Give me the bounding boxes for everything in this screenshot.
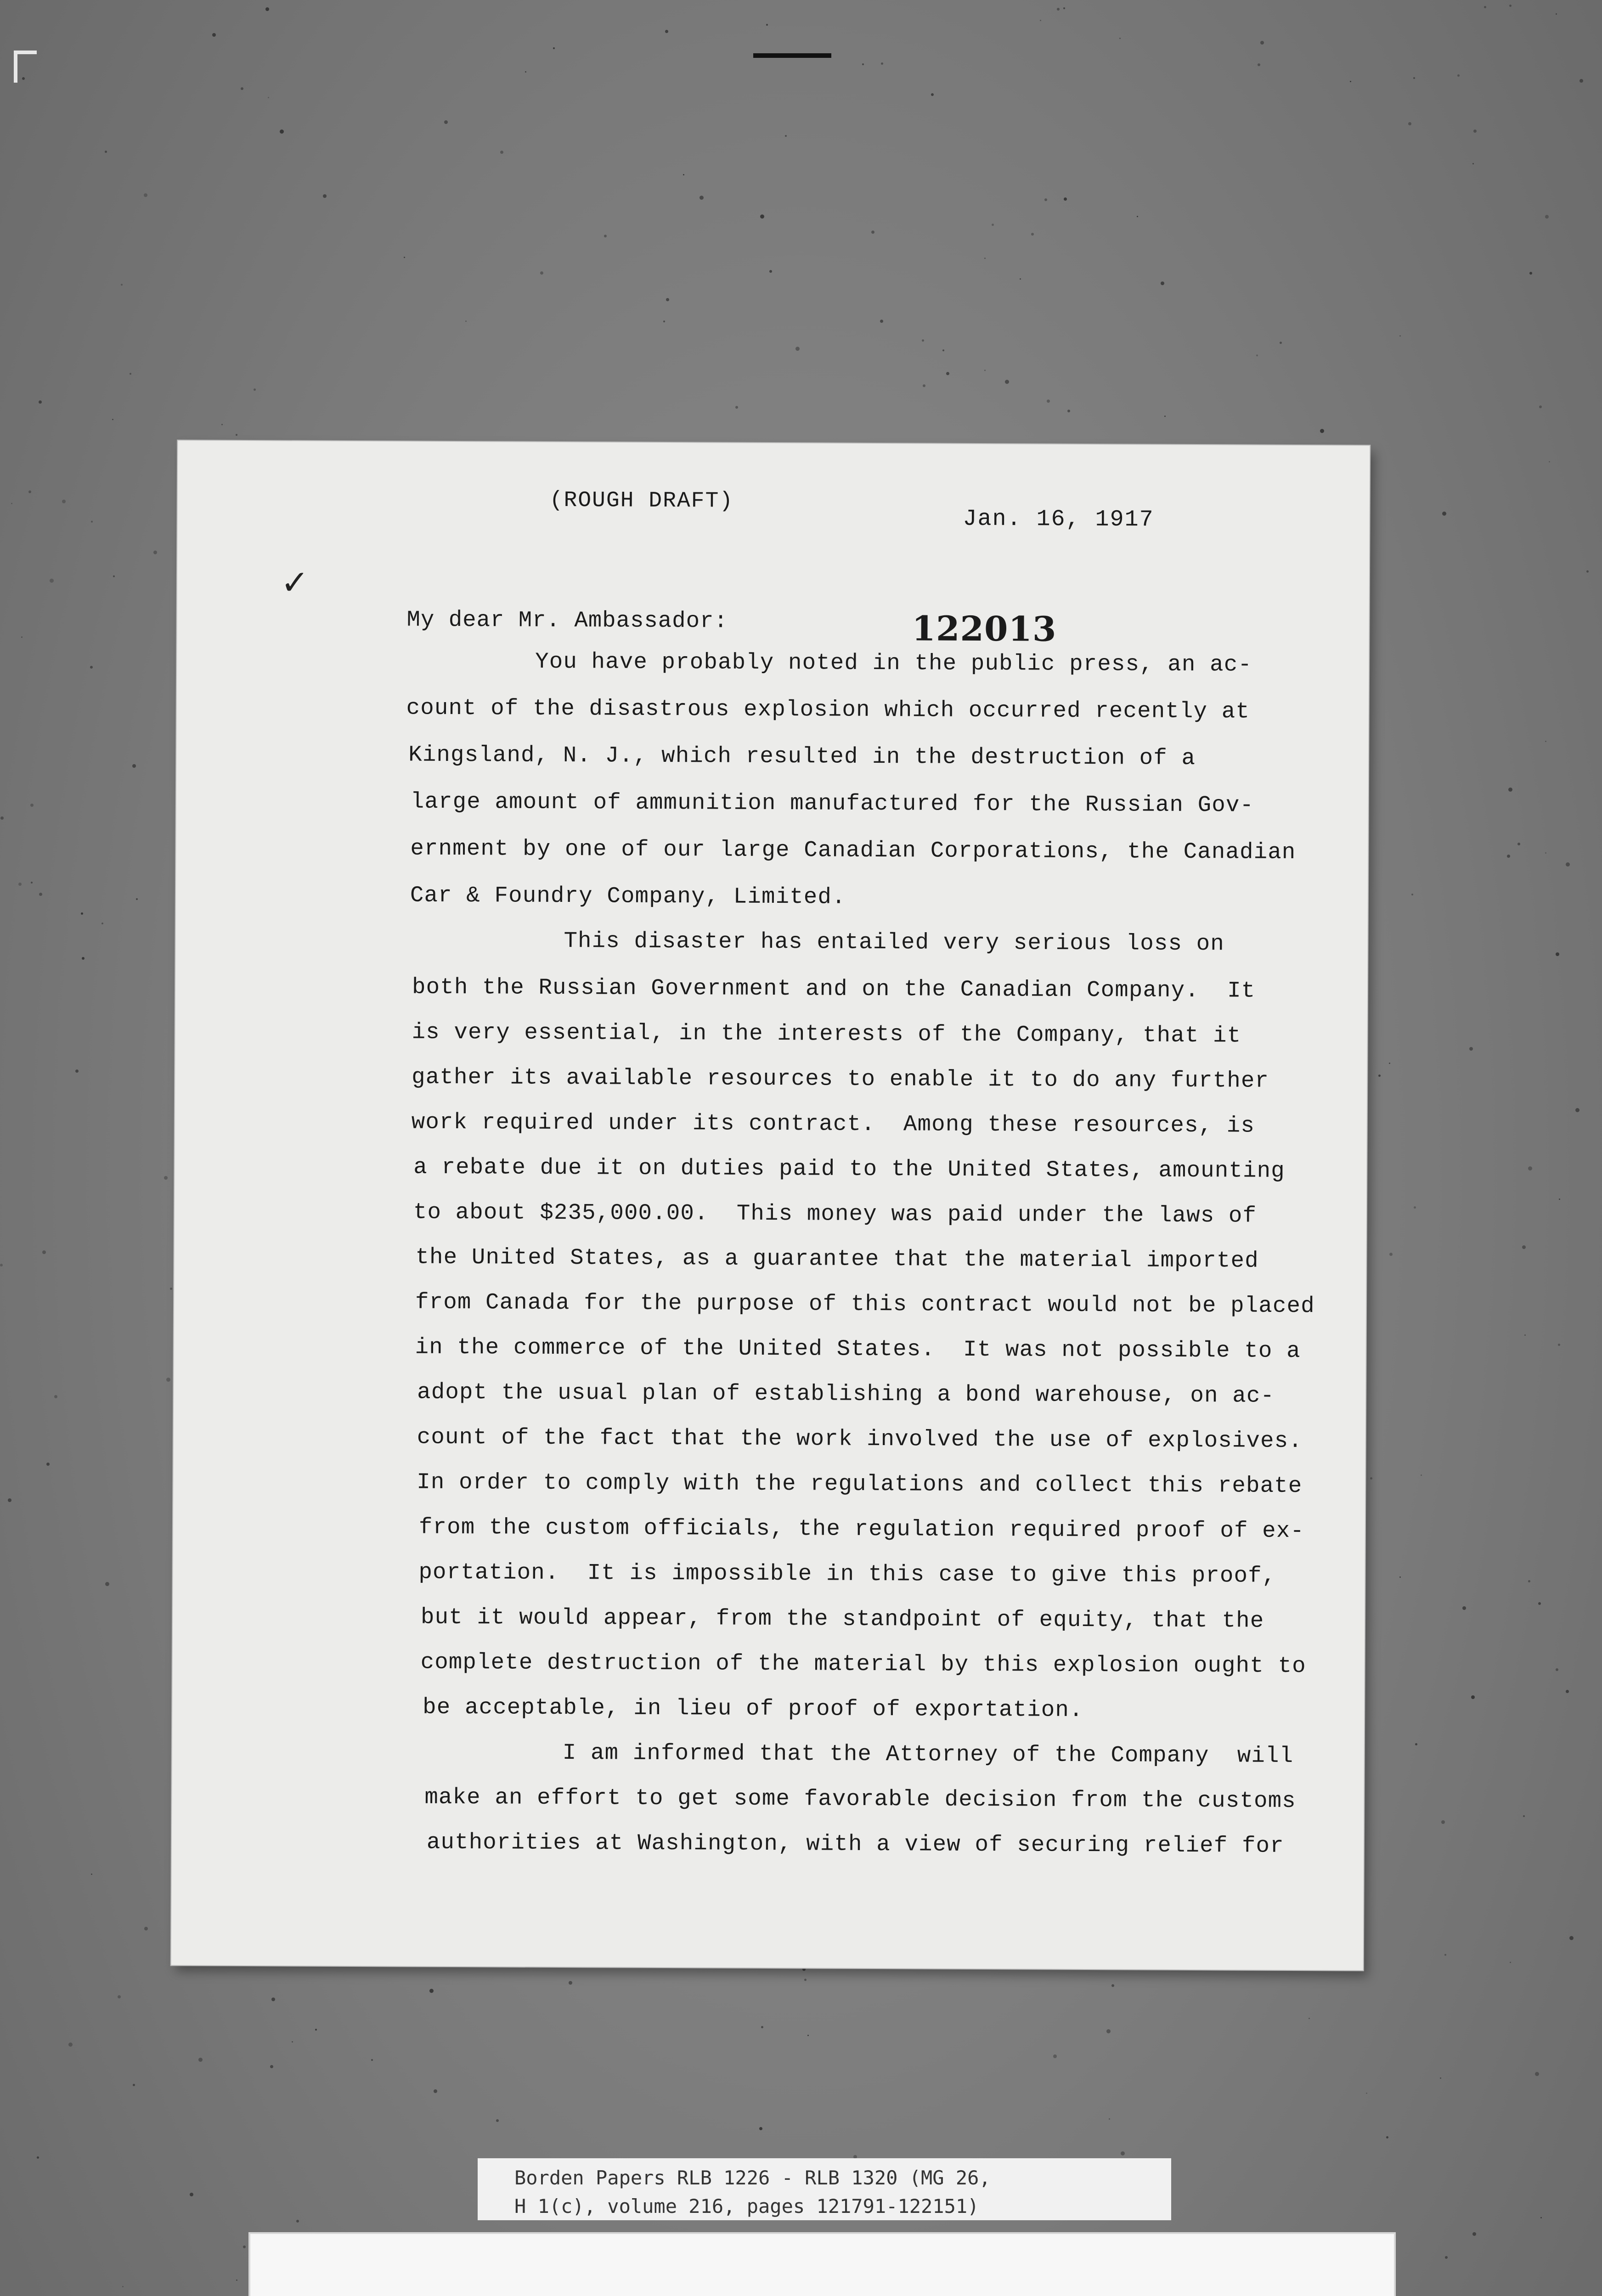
check-mark-icon: ✓ [282,563,306,607]
film-speck [1121,2151,1125,2155]
film-speck [292,2041,293,2043]
film-speck [1386,2136,1388,2138]
film-speck [1258,63,1260,66]
film-speck [1535,2072,1539,2076]
film-speck [1031,233,1034,236]
body-line: This disaster has entailed very serious loss on [564,928,1225,957]
archive-reference-line: H 1(c), volume 216, pages 121791-122151) [514,2195,979,2217]
film-speck [323,194,327,198]
film-speck [31,882,33,884]
body-line: a rebate due it on duties paid to the United States, amounting [413,1154,1285,1184]
film-speck [133,2084,135,2086]
film-speck [90,666,93,669]
film-speck [42,1250,46,1254]
film-speck [39,400,42,404]
film-speck [795,347,800,351]
film-speck [236,2279,237,2281]
body-line: Car & Foundry Company, Limited. [410,882,846,910]
film-speck [132,764,136,768]
body-line: the United States, as a guarantee that the material imported [415,1244,1259,1274]
film-speck [144,1927,148,1930]
film-speck [1522,1245,1526,1249]
film-speck [1566,1690,1569,1693]
film-speck [82,957,85,960]
body-line: ernment by one of our large Canadian Corporations, the Canadian [410,835,1296,865]
film-speck [1044,198,1047,201]
film-speck [1575,1108,1579,1112]
body-line: be acceptable, in lieu of proof of exportation. [423,1694,1083,1723]
film-speck [1539,405,1542,408]
film-speck [121,284,123,286]
film-speck [1529,272,1532,275]
film-speck [102,923,103,924]
film-speck [1047,400,1050,403]
film-speck [241,87,243,90]
film-speck [881,62,883,65]
film-speck [1471,1695,1475,1699]
body-line: both the Russian Government and on the Canadian Company. It [412,974,1256,1004]
body-line: In order to comply with the regulations and collect this rebate [417,1469,1303,1499]
film-speck [931,93,934,96]
film-speck [1280,342,1282,344]
film-speck [665,30,668,33]
film-speck [735,406,738,409]
film-speck [759,2127,762,2130]
letter-page [171,440,1370,1970]
film-speck [604,235,607,237]
film-speck [190,2193,193,2196]
film-speck [254,388,256,391]
film-speck [1366,2093,1367,2094]
body-line: count of the disastrous explosion which occurred recently at [406,695,1250,725]
film-speck [1472,2232,1476,2236]
body-line: adopt the usual plan of establishing a bond warehouse, on ac- [417,1379,1275,1409]
film-speck [1484,6,1486,8]
film-speck [1256,355,1258,356]
film-speck [1109,2118,1110,2120]
film-speck [1370,1477,1372,1480]
film-speck [553,47,555,49]
film-speck [1517,843,1520,845]
film-speck [1164,416,1166,417]
film-speck [663,321,665,322]
film-speck [221,424,223,425]
body-line: in the commerce of the United States. It was not possible to a [415,1334,1301,1364]
film-speck [569,1981,572,1985]
film-speck [236,434,237,436]
film-speck [1399,1576,1401,1578]
film-speck [1161,281,1164,285]
film-speck [18,883,22,886]
film-speck [271,1998,275,2001]
film-speck [1137,216,1138,217]
film-speck [1119,38,1121,39]
film-speck [1586,570,1589,573]
archive-reference-line: Borden Papers RLB 1226 - RLB 1320 (MG 26, [514,2167,991,2189]
film-speck [525,71,526,73]
body-line: gather its available resources to enable it to do any further [412,1064,1269,1094]
film-speck [434,2089,437,2093]
film-speck [942,349,944,351]
film-speck [760,214,764,219]
film-speck [11,503,12,504]
film-speck [243,2245,246,2248]
film-speck [1444,1954,1446,1956]
body-line: but it would appear, from the standpoint of equity, that the [420,1604,1264,1634]
film-speck [21,636,23,638]
film-speck [371,2059,373,2061]
corner-mark [14,51,37,54]
film-speck [1421,1474,1422,1476]
film-speck [1414,1206,1416,1209]
film-speck [30,804,34,807]
film-speck [1408,122,1411,125]
film-speck [1063,7,1065,9]
body-line: portation. It is impossible in this case to give this proof, [418,1559,1276,1589]
film-speck [1545,215,1549,219]
film-speck [1472,163,1474,164]
film-speck [1545,741,1546,742]
film-speck [785,135,787,137]
film-speck [166,1378,170,1382]
film-speck [105,1582,109,1586]
film-speck [8,1498,11,1502]
film-speck [1556,13,1557,15]
film-speck [280,129,284,134]
film-speck [1106,2029,1111,2033]
film-speck [802,1968,806,1971]
film-speck [112,419,113,420]
body-line: count of the fact that the work involved the use of explosives. [417,1424,1303,1454]
film-speck [136,898,138,900]
film-speck [1510,1962,1511,1963]
film-speck [1020,278,1021,280]
film-speck [1053,2054,1057,2058]
film-speck [68,2043,73,2047]
film-speck [144,193,147,197]
film-speck [1473,129,1477,133]
film-speck [922,339,924,342]
film-speck [315,2029,317,2031]
film-speck [50,579,54,583]
film-speck [1415,1743,1417,1745]
film-speck [761,2026,763,2028]
film-speck [444,120,448,124]
film-speck [699,196,704,200]
film-speck [1389,1253,1393,1256]
film-speck [1469,1047,1473,1051]
body-line: You have probably noted in the public press, an ac- [535,648,1252,678]
film-speck [105,151,107,153]
film-speck [1579,79,1583,83]
film-speck [81,912,83,915]
letter-body [171,440,1370,1970]
corner-mark [14,51,17,83]
film-speck [265,7,269,11]
film-speck [28,490,31,493]
film-speck [1569,1936,1574,1940]
film-speck [871,231,874,234]
body-line: large amount of ammunition manufactured for the Russian Gov- [410,788,1254,818]
film-speck [1260,41,1264,45]
body-line: complete destruction of the material by this explosion ought to [420,1649,1306,1679]
film-speck [91,1874,92,1875]
film-speck [1067,410,1070,412]
body-line: authorities at Washington, with a view of securing relief for [426,1829,1284,1859]
film-speck [1309,2018,1310,2019]
film-speck [862,63,864,65]
film-speck [1064,197,1067,201]
film-speck [1440,2077,1441,2079]
film-speck [122,2286,124,2287]
film-speck [170,1288,172,1290]
public-archives-stamp [250,2234,1394,2296]
film-speck [91,521,93,523]
body-line: work required under its contract. Among these resources, is [411,1109,1255,1139]
film-speck [404,257,405,258]
film-speck [666,298,669,301]
body-line: make an effort to get some favorable decision from the customs [424,1784,1296,1814]
film-speck [1556,1668,1558,1671]
film-speck [992,224,994,226]
film-speck [113,575,115,577]
film-speck [1509,5,1512,7]
body-line: I am informed that the Attorney of the Company will [562,1740,1294,1769]
film-speck [984,258,986,259]
film-speck [1524,1334,1526,1336]
film-speck [75,1069,79,1073]
body-line: is very essential, in the interests of the Company, that it [412,1019,1241,1049]
film-speck [769,270,772,273]
film-speck [465,321,467,322]
film-speck [804,1979,807,1981]
film-speck [198,2058,203,2062]
film-speck [46,1463,50,1466]
film-speck [296,2220,299,2223]
film-speck [1378,1075,1381,1077]
film-speck [880,320,883,323]
film-speck [683,174,684,175]
film-speck [500,151,503,154]
salutation: My dear Mr. Ambassador: [406,607,728,634]
film-speck [1411,894,1413,895]
film-speck [1545,852,1546,854]
film-speck [37,2156,39,2159]
film-speck [62,500,66,503]
film-speck [1508,788,1512,792]
film-speck [1540,2217,1542,2218]
film-speck [540,271,543,275]
film-speck [1559,1199,1560,1200]
film-speck [923,384,925,387]
archive-reference-label [478,2158,1171,2220]
film-speck [0,1264,3,1266]
film-speck [1040,20,1041,21]
film-speck [0,816,4,820]
film-speck [22,77,25,80]
film-speck [164,1176,168,1180]
film-speck [39,893,42,896]
film-speck [1549,461,1550,462]
film-speck [1523,1815,1525,1817]
film-speck [1441,1820,1445,1824]
body-line: from the custom officials, the regulation required proof of ex- [418,1514,1305,1544]
film-speck [1445,2256,1448,2259]
top-dash-mark [753,53,831,58]
film-speck [1462,1606,1466,1610]
body-line: to about $235,000.00. This money was paid under the laws of [413,1199,1257,1229]
rough-draft-note: (ROUGH DRAFT) [549,488,734,514]
film-speck [1538,1602,1541,1605]
film-speck [766,24,768,26]
film-speck [118,1995,121,1998]
film-speck [1556,952,1559,956]
film-speck [153,551,157,554]
film-speck [1320,429,1324,433]
body-line: Kingsland, N. J., which resulted in the destruction of a [408,742,1196,771]
film-speck [429,1989,434,1993]
film-speck [270,2065,273,2068]
letter-date: Jan. 16, 1917 [963,506,1154,533]
film-speck [130,373,131,375]
film-speck [268,97,269,98]
film-speck [1558,1344,1560,1346]
body-line: from Canada for the purpose of this contract would not be placed [415,1289,1315,1319]
film-speck [1057,8,1060,11]
film-speck [1507,855,1510,858]
film-speck [1566,862,1570,867]
film-speck [1413,77,1415,79]
film-speck [1399,335,1401,337]
film-speck [1528,1580,1530,1582]
page-number-stamp: 122013 [912,609,1057,649]
film-speck [1457,74,1460,77]
film-speck [1442,512,1446,516]
film-speck [496,2119,499,2122]
film-speck [212,33,216,37]
film-speck [1111,1984,1114,1987]
film-speck [1005,380,1009,384]
film-speck [1528,1166,1532,1171]
film-speck [946,372,949,375]
film-speck [1389,1063,1390,1064]
film-speck [807,2035,809,2036]
film-speck [1350,81,1351,82]
film-speck [54,1395,57,1398]
film-speck [984,370,986,371]
